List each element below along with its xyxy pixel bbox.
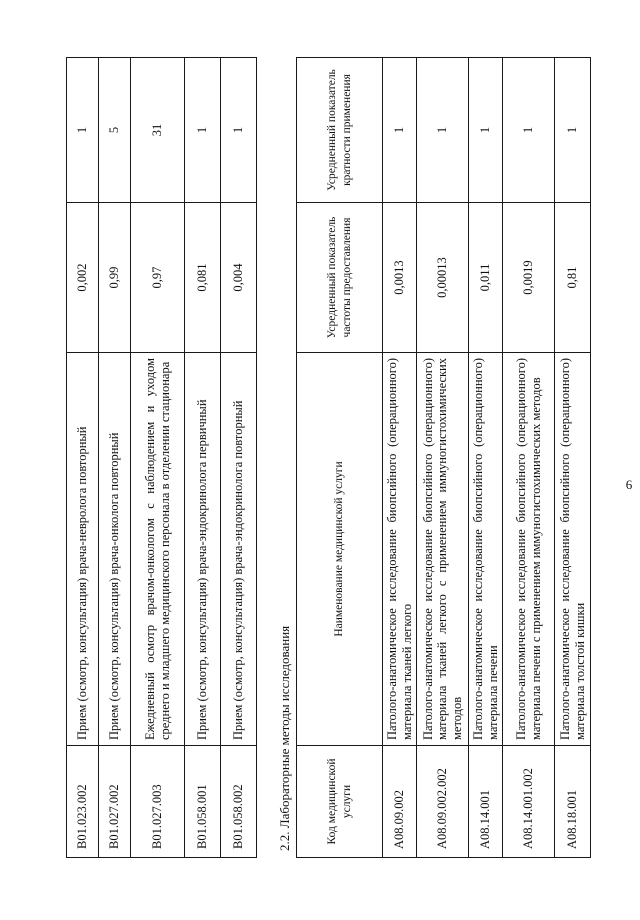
table-row — [383, 58, 417, 858]
header-multiplicity: Усредненный показатель кратности применения — [297, 58, 383, 203]
multiplicity-value: 5 — [99, 58, 131, 203]
frequency-value: 0,004 — [221, 203, 257, 353]
multiplicity-value: 1 — [417, 58, 469, 203]
frequency-value: 0,002 — [67, 203, 99, 353]
table-row — [221, 58, 257, 858]
table-row — [417, 58, 469, 858]
multiplicity-value: 1 — [383, 58, 417, 203]
multiplicity-value: 1 — [555, 58, 591, 203]
table-row — [469, 58, 503, 858]
table-row — [555, 58, 591, 858]
service-name: Прием (осмотр, консультация) врача-онколога повторный — [99, 353, 131, 746]
service-code: A08.09.002 — [383, 746, 417, 858]
service-code: B01.027.002 — [99, 746, 131, 858]
service-name: Ежедневный осмотр врачом-онкологом с наблюдением и уходом среднего и младшего медицинского персонала в отделении стационара — [131, 353, 185, 746]
service-code: B01.058.002 — [221, 746, 257, 858]
multiplicity-value: 1 — [67, 58, 99, 203]
service-code: A08.18.001 — [555, 746, 591, 858]
frequency-value: 0,011 — [469, 203, 503, 353]
services-table-laboratory — [296, 57, 591, 858]
service-name: Патолого-анатомическое исследование биопсийного (операционного) материала печени с применением иммуногистохимических методов — [503, 353, 555, 746]
page-number: 6 — [625, 476, 633, 492]
service-name: Патолого-анатомическое исследование биопсийного (операционного) материала тканей легкого с применением иммуногистохимических методов — [417, 353, 469, 746]
frequency-value: 0,00013 — [417, 203, 469, 353]
service-code: B01.058.001 — [185, 746, 221, 858]
services-table-consultations — [66, 57, 257, 858]
frequency-value: 0,0013 — [383, 203, 417, 353]
multiplicity-value: 1 — [221, 58, 257, 203]
service-code: A08.14.001 — [469, 746, 503, 858]
header-code: Код медицинской услуги — [297, 746, 383, 858]
multiplicity-value: 1 — [469, 58, 503, 203]
multiplicity-value: 31 — [131, 58, 185, 203]
multiplicity-value: 1 — [503, 58, 555, 203]
frequency-value: 0,97 — [131, 203, 185, 353]
service-code: A08.14.001.002 — [503, 746, 555, 858]
table-row — [503, 58, 555, 858]
header-row — [297, 58, 383, 858]
service-name: Прием (осмотр, консультация) врача-эндокринолога первичный — [185, 353, 221, 746]
service-code: B01.023.002 — [67, 746, 99, 858]
frequency-value: 0,99 — [99, 203, 131, 353]
frequency-value: 0,081 — [185, 203, 221, 353]
service-name: Прием (осмотр, консультация) врача-невролога повторный — [67, 353, 99, 746]
table-row — [131, 58, 185, 858]
header-name: Наименование медицинской услуги — [297, 353, 383, 746]
service-code: A08.09.002.002 — [417, 746, 469, 858]
table-row — [185, 58, 221, 858]
header-frequency: Усредненный показатель частоты предоставления — [297, 203, 383, 353]
service-name: Прием (осмотр, консультация) врача-эндокринолога повторный — [221, 353, 257, 746]
multiplicity-value: 1 — [185, 58, 221, 203]
frequency-value: 0,81 — [555, 203, 591, 353]
service-name: Патолого-анатомическое исследование биопсийного (операционного) материала печени — [469, 353, 503, 746]
table-row — [67, 58, 99, 858]
frequency-value: 0,0019 — [503, 203, 555, 353]
service-name: Патолого-анатомическое исследование биопсийного (операционного) материала тканей легкого — [383, 353, 417, 746]
table-row — [99, 58, 131, 858]
section-title: 2.2. Лабораторные методы исследования — [277, 625, 292, 851]
service-name: Патолого-анатомическое исследование биопсийного (операционного) материала толстой кишки — [555, 353, 591, 746]
service-code: B01.027.003 — [131, 746, 185, 858]
